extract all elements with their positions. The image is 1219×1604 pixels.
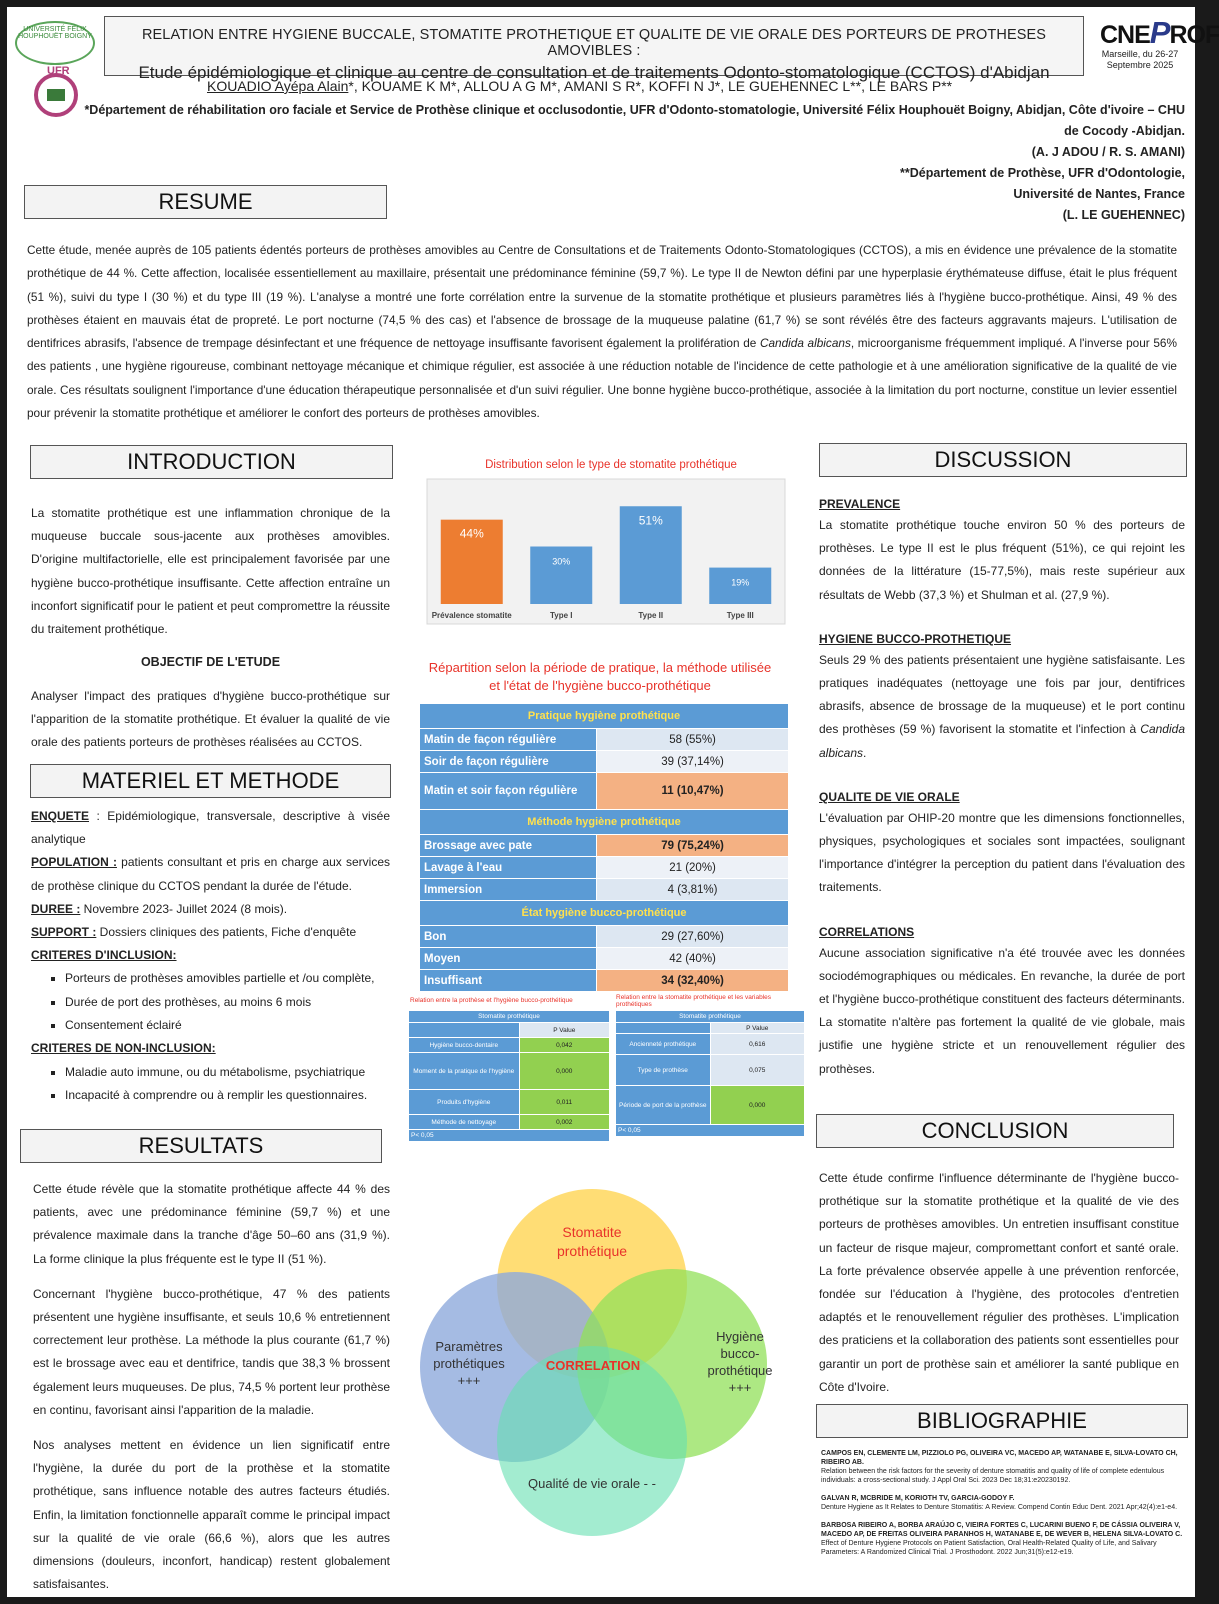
reference-item	[821, 1449, 1183, 1485]
support	[31, 921, 390, 944]
table-row	[420, 948, 789, 970]
pvalue-label: Méthode de nettoyage	[409, 1115, 520, 1130]
pvalue-left-caption: Relation entre la prothèse et l'hygiène bucco-prothétique	[410, 997, 573, 1004]
inclusion-list	[31, 967, 390, 1037]
reference-text: Denture Hygiene as It Relates to Denture Stomatitis: A Review. Compend Contin Educ Dent. 2021 Apr;42(4):e1-e4.	[821, 1504, 1178, 1511]
hygiene-label: HYGIENE BUCCO-PROTHETIQUE	[819, 631, 1012, 646]
bibliography	[821, 1449, 1183, 1557]
table-section-header: État hygiène bucco-prothétique	[420, 901, 789, 926]
table-cell-label: Immersion	[420, 879, 597, 901]
table-row	[420, 857, 789, 879]
table-row	[616, 1086, 805, 1125]
pvalue-col: P Value	[710, 1023, 805, 1034]
correlation-venn	[427, 1179, 773, 1544]
venn-label-right-1: Hygiène	[716, 1329, 764, 1344]
table-section-header: Pratique hygiène prothétique	[420, 704, 789, 729]
list-item: ▪ Incapacité à comprendre ou à remplir les questionnaires.	[65, 1084, 390, 1107]
resultats-p1: Cette étude révèle que la stomatite prothétique affecte 44 % des patients, avec une prédominance féminine (59,7 %) et une prévalence maximale dans la tranche d'âge 50–60 ans (31,9 %). La forme clinique la plus fréquente est le type II (51 %).	[33, 1182, 390, 1266]
table-row	[420, 773, 789, 810]
inclusion-heading	[31, 944, 390, 967]
list-item: ▪ Maladie auto immune, ou du métabolisme, psychiatrique	[65, 1061, 390, 1084]
table-cell-value: 34 (32,40%)	[597, 970, 789, 992]
table-cell-value: 39 (37,14%)	[597, 751, 789, 773]
enquete	[31, 805, 390, 851]
discussion-block	[819, 494, 1185, 1081]
bar	[530, 547, 592, 605]
hygiene-text: Seuls 29 % des patients présentaient une hygiène satisfaisante. Les pratiques inadéquates (nettoyage une fois par jour, dentifrices abrasifs, absence de brossage de la muqueuse) et le port continu des prothèses (59 %) favorisent la stomatite et l'infection à Candida albicans.	[819, 652, 1185, 760]
objectif-text: Analyser l'impact des pratiques d'hygiène bucco-prothétique sur l'apparition de la stomatite prothétique. Et évaluer la qualité de vie orale des patients porteurs de prothèses réalisées au CCTOS.	[31, 689, 390, 750]
ufr-logo-label: UFR	[47, 65, 70, 77]
table-cell-value: 58 (55%)	[597, 729, 789, 751]
bar-value-label: 51%	[638, 513, 663, 528]
hygiene-text-main: Seuls 29 % des patients présentaient une hygiène satisfaisante. Les pratiques inadéquates (nettoyage une fois par jour, dentifrices abrasifs, absence de brossage de la muqueuse) et le port continu des prothèses (59 %) favorisent la stomatite et l'infection à	[819, 652, 1185, 737]
correlations-label: CORRELATIONS	[819, 924, 915, 939]
methode-heading: MATERIEL ET METHODE	[30, 764, 391, 798]
pvalue-value: 0,002	[519, 1115, 609, 1130]
pvalue-left-table	[408, 1010, 610, 1142]
table-row	[409, 1038, 610, 1053]
pvalue-right-grid	[615, 1010, 805, 1137]
venn-circle-qualite	[497, 1346, 687, 1536]
authors	[207, 78, 1087, 94]
discussion-heading: DISCUSSION	[819, 443, 1187, 477]
list-item: ▪ Consentement éclairé	[65, 1014, 390, 1037]
pvalue-label: Moment de la pratique de l'hygiène	[409, 1053, 520, 1090]
resultats-p2: Concernant l'hygiène bucco-prothétique, 47 % des patients présentent une hygiène insuffisante, et seuls 10,6 % entretiennent correctement leur prothèse. La méthode la plus courante (61,7 %) est le brossage avec eau et dentifrice, tandis que 38,3 % brossent également leurs muqueuses. De plus, 74,5 % portent leur prothèse en continu, favorisant ainsi l'apparition de la maladie.	[33, 1286, 390, 1417]
pvalue-header: Stomatite prothétique	[409, 1011, 610, 1023]
chart-title: Distribution selon le type de stomatite prothétique	[485, 459, 737, 471]
title-box	[104, 16, 1084, 82]
reference-text: Effect of Denture Hygiene Protocols on Patient Satisfaction, Oral Health-Related Quality of Life, and Salivary Parameters: A Randomized Clinical Trial. J Prosthodont. 2022 Jun;31(5):e12-e19.	[821, 1540, 1157, 1556]
noninclusion-heading	[31, 1037, 390, 1060]
poster	[7, 7, 1219, 1597]
duree	[31, 898, 390, 921]
table-cell-label: Brossage avec pate	[420, 835, 597, 857]
enquete-label: ENQUETE	[31, 809, 90, 823]
university-logo-text: UNIVERSITÉ FÉLIX HOUPHOUËT BOIGNY	[18, 26, 92, 40]
table-main-title-line-2: et l'état de l'hygiène bucco-prothétique	[489, 678, 711, 693]
cneprof-logo-b: P	[1149, 15, 1170, 50]
table-row	[409, 1115, 610, 1130]
prevalence-text: La stomatite prothétique touche environ 50 % des porteurs de prothèses. Le type II est le plus fréquent (51%), ce qui rejoint les données de la littérature (15-77,5%), mais reste supérieur aux résultats de Webb (37,3 %) et Shulman et al. (27,9 %).	[819, 518, 1185, 602]
conclusion-heading: CONCLUSION	[816, 1114, 1174, 1148]
cneprof-logo	[1100, 15, 1219, 51]
support-label: SUPPORT :	[31, 925, 97, 940]
table-row	[420, 926, 789, 948]
venn-label-right-2: bucco-	[720, 1346, 760, 1361]
reference-authors: GALVAN R, MCBRIDE M, KORIOTH TV, GARCIA-GODOY F.	[821, 1495, 1015, 1502]
cneprof-logo-c: ROF	[1169, 21, 1219, 49]
table-cell-label: Insuffisant	[420, 970, 597, 992]
university-logo	[15, 21, 95, 65]
category-label: Type III	[726, 611, 754, 620]
methode-block	[31, 805, 390, 1107]
noninclusion-label: CRITERES DE NON-INCLUSION:	[31, 1041, 216, 1056]
table-row	[420, 879, 789, 901]
first-author: KOUADIO Ayépa Alain	[207, 78, 349, 94]
affiliation-1: *Département de réhabilitation oro faciale et Service de Prothèse clinique et occlusodontie, UFR d'Odonto-stomatologie, Université Félix Houphouët Boigny, Abidjan, Côte d'ivoire – CHU de Cocody -Abidjan.	[84, 103, 1185, 138]
table-section-header: Méthode hygiène prothétique	[420, 810, 789, 835]
pvalue-label: Hygiène bucco-dentaire	[409, 1038, 520, 1053]
venn-label-left-2: prothétiques	[433, 1356, 505, 1371]
affiliation-2: (A. J ADOU / R. S. AMANI)	[1031, 145, 1185, 159]
table-cell-label: Matin et soir façon régulière	[420, 773, 597, 810]
other-authors: *, KOUAME K M*, ALLOU A G M*, AMANI S R*, KOFFI N J*, LE GUEHENNEC L**, LE BARS P**	[348, 78, 953, 94]
category-label: Prévalence stomatite	[431, 611, 512, 620]
category-label: Type II	[638, 611, 664, 620]
table-cell-value: 11 (10,47%)	[597, 773, 789, 810]
abstract-italic: Candida albicans	[759, 336, 851, 351]
noninclusion-list	[31, 1061, 390, 1108]
table-row	[616, 1055, 805, 1086]
table-cell-label: Matin de façon régulière	[420, 729, 597, 751]
table-row	[420, 835, 789, 857]
table-main-title	[412, 659, 788, 695]
resultats-block	[33, 1178, 390, 1596]
resultats-p3: Nos analyses mettent en évidence un lien significatif entre l'hygiène, la durée du port de la prothèse et la stomatite prothétique, sans influence notable des autres facteurs étudiés. Enfin, la limitation fonctionnelle apparaît comme le principal impact sur la qualité de vie orale (66,6 %), alors que les autres dimensions (douleurs, inconfort, handicap) restent globalement satisfaisantes.	[33, 1438, 390, 1592]
prevalence-label: PREVALENCE	[819, 497, 901, 511]
pvalue-label: Période de port de la prothèse	[616, 1086, 711, 1125]
objectif-heading: OBJECTIF DE L'ETUDE	[140, 655, 281, 669]
table-row	[409, 1053, 610, 1090]
reference-authors: CAMPOS EN, CLEMENTE LM, PIZZIOLO PG, OLIVEIRA VC, MACEDO AP, WATANABE E, SILVA-LOVATO CH, RIBEIRO AB.	[821, 1450, 1178, 1466]
population-label: POPULATION :	[31, 855, 117, 870]
pvalue-header: Stomatite prothétique	[616, 1011, 805, 1023]
venn-label-bottom: Qualité de vie orale - -	[528, 1476, 656, 1491]
table-row	[420, 970, 789, 992]
pvalue-value: 0,011	[519, 1090, 609, 1115]
introduction-text: La stomatite prothétique est une inflammation chronique de la muqueuse buccale sous-jacente aux prothèses amovibles. D'origine multifactorielle, elle est principalement favorisée par une hygiène bucco-prothétique insuffisante. Cette affection entraîne un inconfort significatif pour le patient et peut compromettre la réussite du traitement prothétique.	[31, 506, 390, 637]
table-main-title-line-1: Répartition selon la période de pratique, la méthode utilisée	[428, 660, 772, 675]
affiliation-5: (L. LE GUEHENNEC)	[1062, 208, 1185, 222]
title-line-2: Etude épidémiologique et clinique au centre de consultation et de traitements Odonto-stomatologique (CCTOS) d'Abidjan	[138, 63, 1050, 82]
pvalue-right-caption: Relation entre la stomatite prothétique et les variables prothétiques	[616, 994, 772, 1008]
venn-label-right-3: prothétique	[707, 1363, 773, 1378]
pvalue-value: 0,000	[519, 1053, 609, 1090]
correlations-text: Aucune association significative n'a été trouvée avec les données sociodémographiques ou médicales. En revanche, la durée de port et l'hygiène bucco-prothétique constituent des facteurs déterminants. La stomatite n'altère pas fortement la qualité de vie globale, mais justifie une hygiène stricte et un renouvellement régulier des prothèses.	[819, 945, 1185, 1076]
pvalue-label: Type de prothèse	[616, 1055, 711, 1086]
pvalue-value: 0,616	[710, 1034, 805, 1055]
venn-label-right-4: +++	[728, 1380, 752, 1395]
affiliation-3: **Département de Prothèse, UFR d'Odontologie,	[900, 166, 1185, 180]
venn-label-left-3: +++	[457, 1373, 481, 1388]
resume-heading: RESUME	[24, 185, 387, 219]
list-item: ▪ Porteurs de prothèses amovibles partielle et /ou complète,	[65, 967, 390, 990]
bar-chart	[427, 479, 795, 624]
table-cell-value: 79 (75,24%)	[597, 835, 789, 857]
hygiene-text-italic: Candida albicans	[819, 722, 1185, 760]
pvalue-value: 0,042	[519, 1038, 609, 1053]
pvalue-right-table	[615, 1010, 805, 1137]
qualite-label: QUALITE DE VIE ORALE	[819, 789, 960, 804]
duree-label: DUREE :	[31, 901, 81, 916]
affiliation-4: Université de Nantes, France	[1013, 187, 1185, 201]
conclusion-text: Cette étude confirme l'influence déterminante de l'hygiène bucco-prothétique sur la stomatite prothétique et la qualité de vie des porteurs de prothèses amovibles. Un entretien insuffisant constitue un facteur de risque majeur, compromettant confort et santé orale. La forte prévalence observée appelle à une prévention renforcée, fondée sur l'éducation à l'hygiène, des protocoles d'entretien adaptés et le renouvellement régulier des prothèses. L'implication des praticiens et la collaboration des patients sont essentielles pour garantir un port de prothèse sain et améliorer la santé publique en Côte d'Ivoire.	[819, 1171, 1179, 1394]
reference-text: Relation between the risk factors for the severity of denture stomatitis and quality of life of complete edentulous individuals: a cross-sectional study. J Appl Oral Sci. 2023 Dec 18;31:e20230192.	[821, 1468, 1165, 1484]
bar-value-label: 30%	[552, 556, 571, 567]
table-cell-value: 42 (40%)	[597, 948, 789, 970]
title-line-1: RELATION ENTRE HYGIENE BUCCALE, STOMATITE PROTHETIQUE ET QUALITE DE VIE ORALE DES PORTEURS DE PROTHESES AMOVIBLES :	[141, 27, 1047, 59]
table-row	[420, 751, 789, 773]
pvalue-value: 0,000	[710, 1086, 805, 1125]
support-text: Dossiers cliniques des patients, Fiche d'enquête	[96, 925, 357, 940]
reference-authors: BARBOSA RIBEIRO A, BORBA ARAÚJO C, VIEIRA FORTES C, LUCARINI BUENO F, DE CÁSSIA OLIVEIRA V, MACEDO AP, DE FREITAS OLIVEIRA PARANHOS H, WATANABE E, DE WEVER B, HELENA SILVA-LOVATO C.	[821, 1522, 1183, 1538]
table-row	[409, 1090, 610, 1115]
venn-label-center: CORRELATION	[545, 1358, 641, 1373]
qualite-text: L'évaluation par OHIP-20 montre que les dimensions fonctionnelles, physiques, psychologiques et sociales sont impactées, soulignant l'importance d'intégrer la perception du patient dans l'évaluation des traitements.	[819, 810, 1185, 895]
table-row	[420, 729, 789, 751]
pvalue-left-grid	[408, 1010, 610, 1142]
table-cell-label: Soir de façon régulière	[420, 751, 597, 773]
table-row	[616, 1034, 805, 1055]
resultats-heading: RESULTATS	[20, 1129, 382, 1163]
reference-item	[821, 1521, 1183, 1557]
cneprof-logo-a: CNE	[1100, 21, 1150, 49]
table-main	[419, 703, 789, 992]
list-item: ▪ Durée de port des prothèses, au moins 6 mois	[65, 991, 390, 1014]
table-cell-value: 29 (27,60%)	[597, 926, 789, 948]
abstract-part-b: , microorganisme fréquemment impliqué. A l'inverse pour 56% des patients , une hygiène rigoureuse, combinant nettoyage mécanique et chimique régulier, est associée à une réduction notable de l'incidence de cette pathologie et à une amélioration significative de la qualité de vie orale. Ces résultats soulignent l'importance d'une éducation thérapeutique personnalisée et d'un suivi régulier. Une bonne hygiène bucco-prothétique, associée à la limitation du port nocturne, constitue un levier essentiel pour prévenir la stomatite prothétique et améliorer le confort des porteurs de prothèses amovibles.	[27, 336, 1177, 421]
pvalue-label: Produits d'hygiène	[409, 1090, 520, 1115]
inclusion-label: CRITERES D'INCLUSION:	[31, 948, 177, 963]
reference-item	[821, 1494, 1183, 1512]
category-label: Type I	[549, 611, 573, 620]
bar-value-label: 44%	[459, 526, 484, 541]
bar-value-label: 19%	[731, 577, 750, 588]
bibliographie-heading: BIBLIOGRAPHIE	[816, 1404, 1188, 1438]
introduction-heading: INTRODUCTION	[30, 445, 393, 479]
population-text: patients consultant et pris en charge aux services de prothèse clinique du CCTOS pendant la durée de l'étude.	[31, 855, 390, 893]
conference-date: Marseille, du 26-27 Septembre 2025	[1101, 49, 1179, 70]
pvalue-foot: P< 0,05	[616, 1125, 805, 1137]
pvalue-foot: P< 0,05	[409, 1130, 610, 1142]
venn-label-top-1: Stomatite	[562, 1224, 622, 1240]
hygiene-table	[419, 703, 789, 992]
table-cell-label: Lavage à l'eau	[420, 857, 597, 879]
enquete-text: : Epidémiologique, transversale, descriptive à visée analytique	[31, 809, 390, 847]
abstract-text	[27, 239, 1177, 425]
duree-text: Novembre 2023- Juillet 2024 (8 mois).	[80, 901, 288, 916]
pvalue-label: Ancienneté prothétique	[616, 1034, 711, 1055]
pvalue-col: P Value	[519, 1023, 609, 1038]
pvalue-value: 0,075	[710, 1055, 805, 1086]
table-cell-label: Moyen	[420, 948, 597, 970]
table-cell-label: Bon	[420, 926, 597, 948]
venn-label-left-1: Paramètres	[435, 1339, 503, 1354]
venn-label-top-2: prothétique	[556, 1243, 628, 1259]
population	[31, 851, 390, 897]
abstract-part-a: Cette étude, menée auprès de 105 patients édentés porteurs de prothèses amovibles au Centre de Consultations et de Traitements Odonto-Stomatologiques (CCTOS), a mis en évidence une prévalence de la stomatite prothétique de 44 %. Cette affection, localisée essentiellement au maxillaire, présentait une prédominance féminine (59,7 %). Le type II de Newton défini par une hyperplasie érythémateuse diffuse, était le plus fréquent (51 %), suivi du type I (30 %) et du type III (19 %). L'analyse a montré une forte corrélation entre la survenue de la stomatite prothétique et plusieurs paramètres liés à l'hygiène bucco-prothétique. Ainsi, 49 % des prothèses étaient en mauvais état de propreté. Le port nocturne (74,5 % des cas) et l'absence de brossage de la muqueuse palatine (61,7 %) se sont révélés être des facteurs aggravants majeurs. L'utilisation de dentifrices abrasifs, l'absence de trempage désinfectant et une fréquence de nettoyage insuffisante favorisent également la prolifération de	[27, 243, 1177, 351]
table-cell-value: 21 (20%)	[597, 857, 789, 879]
table-cell-value: 4 (3,81%)	[597, 879, 789, 901]
